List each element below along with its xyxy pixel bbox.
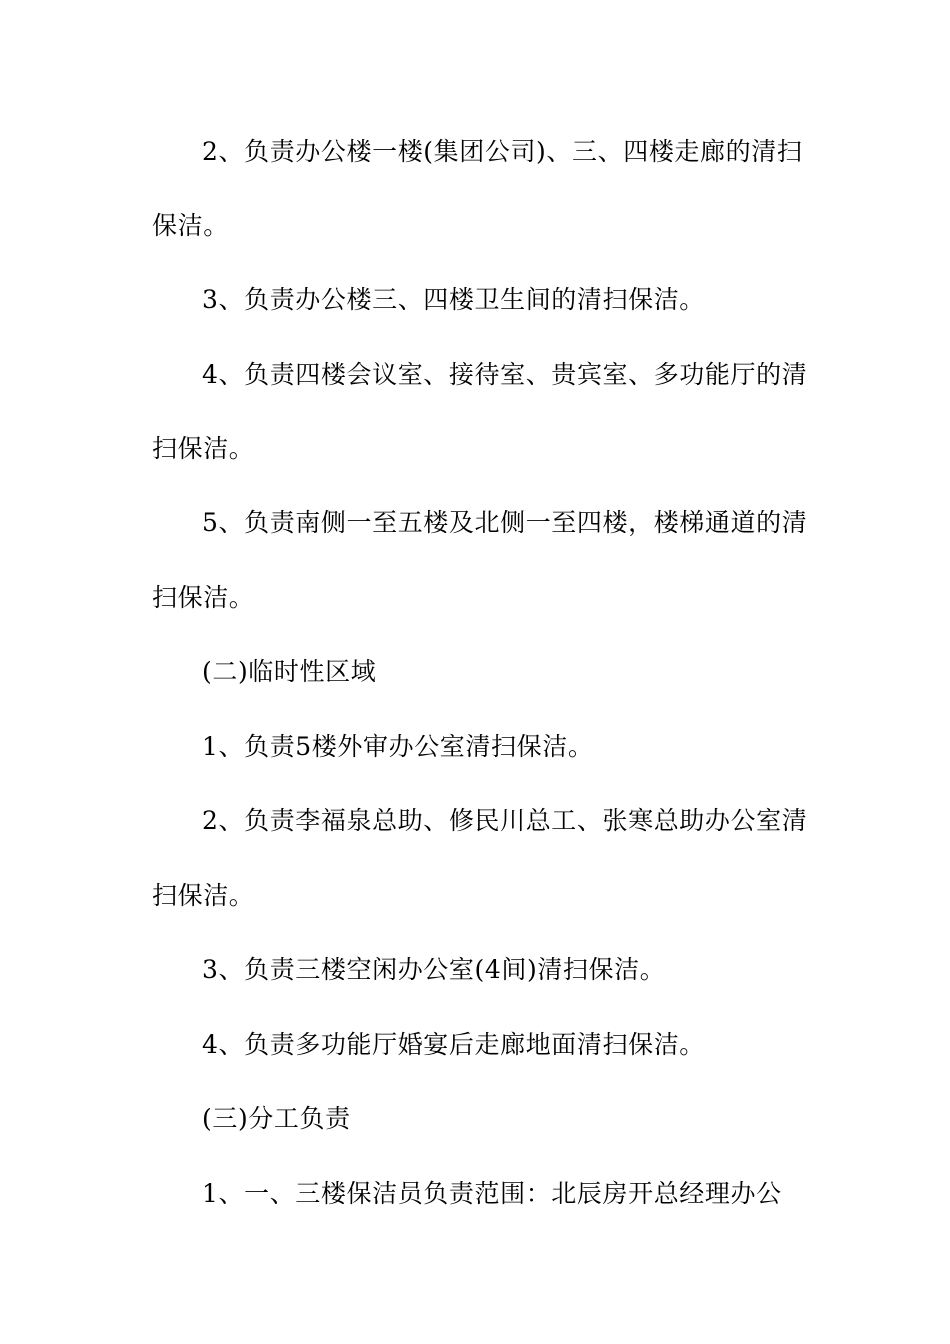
paragraph-line: 1、负责5楼外审办公室清扫保洁。: [202, 732, 594, 761]
paragraph-line: 5、负责南侧一至五楼及北侧一至四楼，楼梯通道的清: [202, 508, 808, 537]
section-heading: (三)分工负责: [202, 1104, 351, 1133]
paragraph-line: 扫保洁。: [152, 583, 255, 612]
paragraph-line: 1、一、三楼保洁员负责范围：北辰房开总经理办公: [202, 1179, 782, 1208]
paragraph-line: 扫保洁。: [152, 434, 255, 463]
paragraph-line: 3、负责办公楼三、四楼卫生间的清扫保洁。: [202, 285, 705, 314]
paragraph-line: 扫保洁。: [152, 881, 255, 910]
paragraph-line: 保洁。: [152, 211, 229, 240]
paragraph-line: 2、负责李福泉总助、修民川总工、张寒总助办公室清: [202, 806, 808, 835]
paragraph-line: 4、负责多功能厅婚宴后走廊地面清扫保洁。: [202, 1030, 705, 1059]
paragraph-line: 2、负责办公楼一楼(集团公司)、三、四楼走廊的清扫: [202, 137, 803, 166]
paragraph-line: 4、负责四楼会议室、接待室、贵宾室、多功能厅的清: [202, 360, 808, 389]
section-heading: (二)临时性区域: [202, 657, 377, 686]
paragraph-line: 3、负责三楼空闲办公室(4间)清扫保洁。: [202, 955, 666, 984]
